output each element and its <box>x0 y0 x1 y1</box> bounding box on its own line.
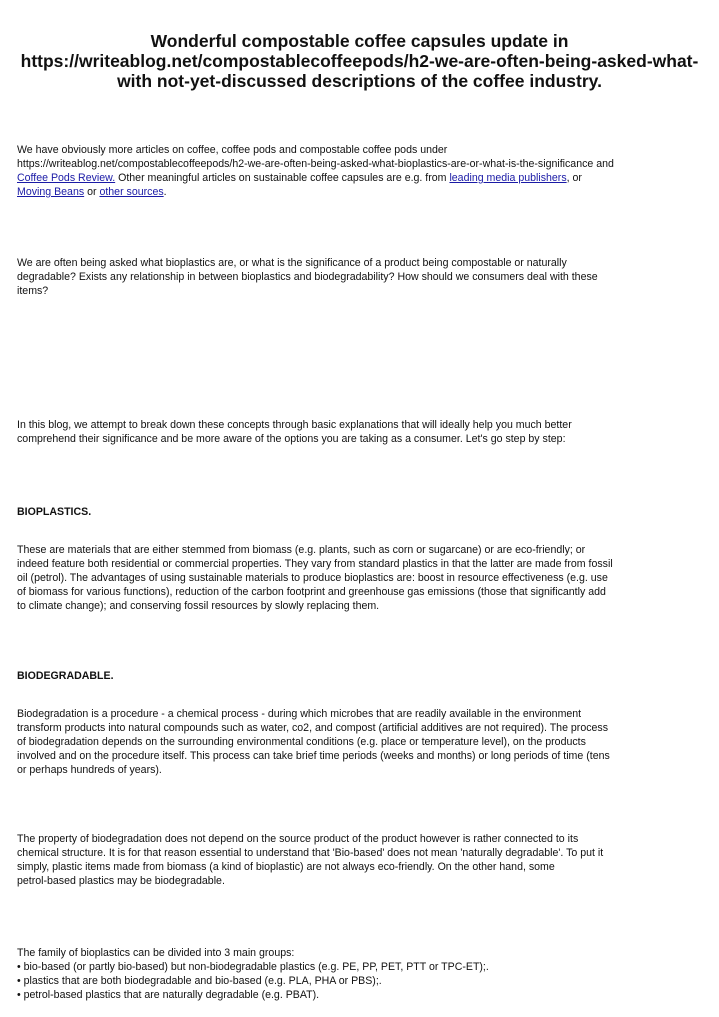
bioplastics-question-paragraph <box>17 256 707 298</box>
paragraph-line: In this blog, we attempt to break down these concepts through basic explanations that will ideally help you much better <box>17 419 572 431</box>
biodegradable-paragraph <box>17 707 707 777</box>
intro-text-4: , or <box>566 172 582 184</box>
paragraph-line: These are materials that are either stemmed from biomass (e.g. plants, such as corn or sugarcane) or are eco-friendly; or <box>17 544 586 556</box>
paragraph-line: indeed feature both residential or commercial properties. They vary from standard plastics in that the latter are made from fossil <box>17 558 613 570</box>
paragraph-line: involved and on the procedure itself. This process can take brief time periods (weeks and months) or long periods of time (tens <box>17 750 610 762</box>
paragraph-line: degradable? Exists any relationship in between bioplastics and biodegradability? How should we consumers deal with these <box>17 271 598 283</box>
paragraph-line: of biomass for various functions), reduction of the carbon footprint and greenhouse gas emissions (those that significantly add <box>17 586 606 598</box>
title-line-3: with not-yet-discussed descriptions of the coffee industry. <box>117 71 602 91</box>
title-line-2: https://writeablog.net/compostablecoffeepods/h2-we-are-often-being-asked-what- <box>20 51 699 71</box>
paragraph-line: simply, plastic items made from biomass (a kind of bioplastic) are not always eco-friendly. On the other hand, some <box>17 861 555 873</box>
intro-text-5: or <box>84 186 100 198</box>
intro-line-2: https://writeablog.net/compostablecoffeepods/h2-we-are-often-being-asked-what-bioplastics-are-or-what-is-the-significance and <box>17 158 614 170</box>
intro-line-3 <box>17 171 707 185</box>
leading-media-publishers-link[interactable]: leading media publishers <box>449 172 567 184</box>
paragraph-line: items? <box>17 285 49 297</box>
paragraph-line: We are often being asked what bioplastics are, or what is the significance of a product being compostable or naturally <box>17 257 567 269</box>
paragraph-line: transform products into natural compounds such as water, co2, and compost (artificial additives are not required). The process <box>17 722 608 734</box>
intro-paragraph <box>17 143 707 199</box>
list-item: • petrol-based plastics that are naturally degradable (e.g. PBAT). <box>17 989 320 1001</box>
bioplastics-heading: BIOPLASTICS. <box>17 506 92 518</box>
other-sources-link[interactable]: other sources <box>99 186 164 198</box>
paragraph-line: chemical structure. It is for that reason essential to understand that 'Bio-based' does not mean 'naturally degradable'. To put it <box>17 847 604 859</box>
paragraph-line: or perhaps hundreds of years). <box>17 764 162 776</box>
paragraph-line: of biodegradation depends on the surrounding environmental conditions (e.g. place or temperature level), on the products <box>17 736 586 748</box>
groups-list <box>17 960 707 1002</box>
paragraph-line: comprehend their significance and be more aware of the options you are taking as a consumer. Let's go step by step: <box>17 433 566 445</box>
bioplastics-groups-section <box>17 946 707 1002</box>
biodegradable-heading: BIODEGRADABLE. <box>17 670 114 682</box>
paragraph-line: The property of biodegradation does not depend on the source product of the product however is rather connected to its <box>17 833 579 845</box>
list-item: • plastics that are both biodegradable and bio-based (e.g. PLA, PHA or PBS);. <box>17 975 382 987</box>
paragraph-line: petrol-based plastics may be biodegradable. <box>17 875 225 887</box>
title-line-1: Wonderful compostable coffee capsules update in <box>150 31 569 51</box>
coffee-pods-review-link[interactable]: Coffee Pods Review. <box>17 172 116 184</box>
moving-beans-link[interactable]: Moving Beans <box>17 186 85 198</box>
page-title <box>0 31 719 91</box>
biodegradation-property-paragraph <box>17 832 707 888</box>
bioplastics-paragraph <box>17 543 707 613</box>
intro-text-3: Other meaningful articles on sustainable coffee capsules are e.g. from <box>115 172 450 184</box>
list-item: • bio-based (or partly bio-based) but non-biodegradable plastics (e.g. PE, PP, PET, PTT or TPC-ET);. <box>17 961 489 973</box>
intro-text-6: . <box>163 186 167 198</box>
paragraph-line: to climate change); and conserving fossil resources by slowly replacing them. <box>17 600 380 612</box>
paragraph-line: oil (petrol). The advantages of using sustainable materials to produce bioplastics are: boost in resource effectiveness (e.g. use <box>17 572 608 584</box>
groups-intro: The family of bioplastics can be divided into 3 main groups: <box>17 947 295 959</box>
paragraph-line: Biodegradation is a procedure - a chemical process - during which microbes that are readily available in the environment <box>17 708 582 720</box>
intro-line-4 <box>17 185 707 199</box>
intro-line-1: We have obviously more articles on coffee, coffee pods and compostable coffee pods under <box>17 144 448 156</box>
blog-intro-paragraph <box>17 418 707 446</box>
